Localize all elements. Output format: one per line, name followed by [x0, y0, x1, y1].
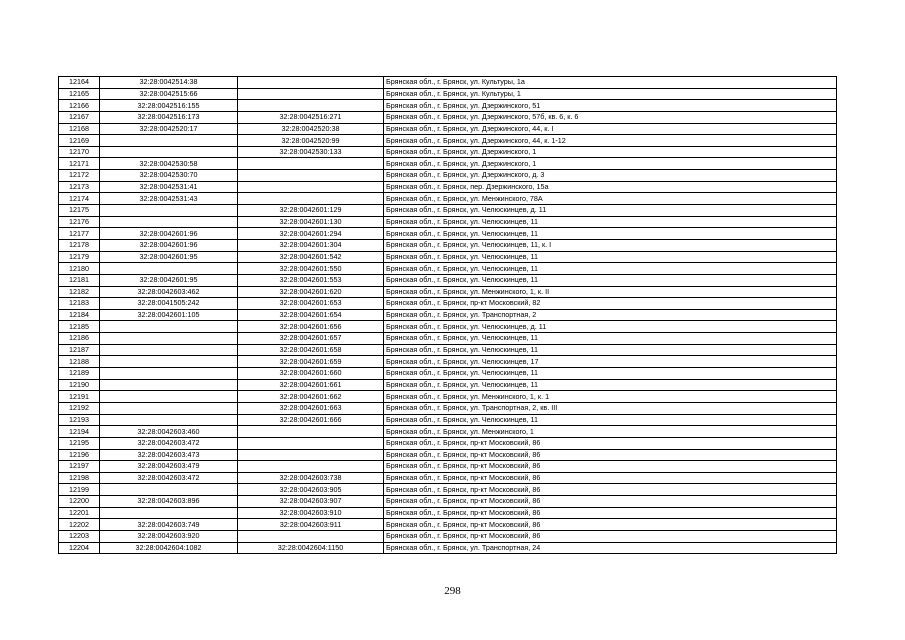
cadastral-number-cell: [100, 216, 238, 228]
cadastral-number-cell: 32:28:0041505:242: [100, 298, 238, 310]
related-cadastral-number-cell: 32:28:0042603:905: [238, 484, 384, 496]
table-row: [59, 123, 837, 135]
related-cadastral-number-cell: 32:28:0042516:271: [238, 111, 384, 123]
cadastral-number-cell: 32:28:0042530:58: [100, 158, 238, 170]
address-cell: Брянская обл., г. Брянск, ул. Культуры, 1: [384, 88, 837, 100]
cadastral-number-cell: 32:28:0042603:479: [100, 461, 238, 473]
cadastral-number-cell: 32:28:0042601:105: [100, 309, 238, 321]
address-cell: Брянская обл., г. Брянск, пер. Дзержинского, 15а: [384, 181, 837, 193]
table-row: [59, 356, 837, 368]
address-cell: Брянская обл., г. Брянск, пр-кт Московский, 86: [384, 461, 837, 473]
row-number-cell: 12204: [59, 542, 100, 554]
row-number-cell: 12183: [59, 298, 100, 310]
table-row: [59, 228, 837, 240]
cadastral-number-cell: [100, 146, 238, 158]
row-number-cell: 12201: [59, 507, 100, 519]
address-cell: Брянская обл., г. Брянск, ул. Челюскинцев, 11: [384, 216, 837, 228]
row-number-cell: 12180: [59, 263, 100, 275]
table-row: [59, 205, 837, 217]
table-row: [59, 111, 837, 123]
table-row: [59, 437, 837, 449]
cadastral-number-cell: 32:28:0042520:17: [100, 123, 238, 135]
table-row: [59, 100, 837, 112]
address-cell: Брянская обл., г. Брянск, пр-кт Московский, 86: [384, 472, 837, 484]
address-cell: Брянская обл., г. Брянск, ул. Транспортная, 2: [384, 309, 837, 321]
table-row: [59, 484, 837, 496]
related-cadastral-number-cell: [238, 449, 384, 461]
row-number-cell: 12181: [59, 274, 100, 286]
cadastral-number-cell: [100, 135, 238, 147]
related-cadastral-number-cell: 32:28:0042601:662: [238, 391, 384, 403]
cadastral-number-cell: 32:28:0042603:462: [100, 286, 238, 298]
table-row: [59, 472, 837, 484]
related-cadastral-number-cell: 32:28:0042601:654: [238, 309, 384, 321]
cadastral-number-cell: [100, 344, 238, 356]
address-cell: Брянская обл., г. Брянск, ул. Транспортная, 24: [384, 542, 837, 554]
table-row: [59, 414, 837, 426]
table-row: [59, 135, 837, 147]
table-row: [59, 158, 837, 170]
address-cell: Брянская обл., г. Брянск, ул. Челюскинцев, 11: [384, 274, 837, 286]
address-cell: Брянская обл., г. Брянск, ул. Дзержинского, 44, к. 1-12: [384, 135, 837, 147]
cadastral-number-cell: 32:28:0042515:66: [100, 88, 238, 100]
row-number-cell: 12193: [59, 414, 100, 426]
related-cadastral-number-cell: [238, 170, 384, 182]
address-cell: Брянская обл., г. Брянск, пр-кт Московский, 86: [384, 484, 837, 496]
related-cadastral-number-cell: [238, 100, 384, 112]
table-row: [59, 309, 837, 321]
table-row: [59, 449, 837, 461]
table-row: [59, 286, 837, 298]
row-number-cell: 12168: [59, 123, 100, 135]
cadastral-number-cell: [100, 205, 238, 217]
related-cadastral-number-cell: 32:28:0042601:661: [238, 379, 384, 391]
row-number-cell: 12164: [59, 77, 100, 89]
related-cadastral-number-cell: 32:28:0042601:129: [238, 205, 384, 217]
table-row: [59, 530, 837, 542]
row-number-cell: 12167: [59, 111, 100, 123]
row-number-cell: 12192: [59, 402, 100, 414]
cadastral-number-cell: 32:28:0042603:749: [100, 519, 238, 531]
address-cell: Брянская обл., г. Брянск, ул. Дзержинского, 51: [384, 100, 837, 112]
row-number-cell: 12172: [59, 170, 100, 182]
address-cell: Брянская обл., г. Брянск, пр-кт Московский, 86: [384, 530, 837, 542]
related-cadastral-number-cell: [238, 193, 384, 205]
related-cadastral-number-cell: [238, 158, 384, 170]
row-number-cell: 12178: [59, 239, 100, 251]
address-cell: Брянская обл., г. Брянск, ул. Челюскинцев, 11, к. I: [384, 239, 837, 251]
cadastral-number-cell: [100, 263, 238, 275]
table-row: [59, 239, 837, 251]
row-number-cell: 12195: [59, 437, 100, 449]
table-row: [59, 274, 837, 286]
row-number-cell: 12189: [59, 368, 100, 380]
table-body: [59, 77, 837, 554]
related-cadastral-number-cell: 32:28:0042601:656: [238, 321, 384, 333]
table-row: [59, 496, 837, 508]
related-cadastral-number-cell: 32:28:0042601:660: [238, 368, 384, 380]
table-row: [59, 426, 837, 438]
related-cadastral-number-cell: 32:28:0042601:550: [238, 263, 384, 275]
row-number-cell: 12184: [59, 309, 100, 321]
table-row: [59, 402, 837, 414]
address-cell: Брянская обл., г. Брянск, пр-кт Московский, 86: [384, 449, 837, 461]
table-row: [59, 507, 837, 519]
address-cell: Брянская обл., г. Брянск, пр-кт Московский, 86: [384, 519, 837, 531]
cadastral-number-cell: 32:28:0042603:473: [100, 449, 238, 461]
cadastral-number-cell: [100, 368, 238, 380]
related-cadastral-number-cell: [238, 437, 384, 449]
row-number-cell: 12188: [59, 356, 100, 368]
related-cadastral-number-cell: 32:28:0042601:130: [238, 216, 384, 228]
table-row: [59, 391, 837, 403]
cadastral-table: [58, 76, 837, 554]
cadastral-number-cell: 32:28:0042603:472: [100, 472, 238, 484]
related-cadastral-number-cell: 32:28:0042530:133: [238, 146, 384, 158]
cadastral-number-cell: [100, 391, 238, 403]
row-number-cell: 12174: [59, 193, 100, 205]
address-cell: Брянская обл., г. Брянск, ул. Дзержинского, 57б, кв. 6, к. 6: [384, 111, 837, 123]
table-row: [59, 344, 837, 356]
row-number-cell: 12187: [59, 344, 100, 356]
row-number-cell: 12177: [59, 228, 100, 240]
row-number-cell: 12182: [59, 286, 100, 298]
address-cell: Брянская обл., г. Брянск, ул. Челюскинцев, 11: [384, 379, 837, 391]
address-cell: Брянская обл., г. Брянск, пр-кт Московский, 82: [384, 298, 837, 310]
table-row: [59, 379, 837, 391]
cadastral-number-cell: 32:28:0042604:1082: [100, 542, 238, 554]
row-number-cell: 12190: [59, 379, 100, 391]
row-number-cell: 12200: [59, 496, 100, 508]
related-cadastral-number-cell: [238, 530, 384, 542]
table-row: [59, 333, 837, 345]
related-cadastral-number-cell: 32:28:0042603:907: [238, 496, 384, 508]
related-cadastral-number-cell: 32:28:0042601:659: [238, 356, 384, 368]
row-number-cell: 12185: [59, 321, 100, 333]
row-number-cell: 12186: [59, 333, 100, 345]
related-cadastral-number-cell: 32:28:0042601:542: [238, 251, 384, 263]
cadastral-number-cell: [100, 484, 238, 496]
row-number-cell: 12199: [59, 484, 100, 496]
cadastral-number-cell: 32:28:0042603:920: [100, 530, 238, 542]
address-cell: Брянская обл., г. Брянск, ул. Челюскинцев, 11: [384, 414, 837, 426]
cadastral-number-cell: 32:28:0042530:70: [100, 170, 238, 182]
table-row: [59, 193, 837, 205]
cadastral-number-cell: 32:28:0042601:96: [100, 239, 238, 251]
address-cell: Брянская обл., г. Брянск, пр-кт Московский, 86: [384, 507, 837, 519]
table-row: [59, 263, 837, 275]
row-number-cell: 12179: [59, 251, 100, 263]
related-cadastral-number-cell: 32:28:0042601:620: [238, 286, 384, 298]
table-row: [59, 542, 837, 554]
cadastral-number-cell: 32:28:0042603:896: [100, 496, 238, 508]
address-cell: Брянская обл., г. Брянск, ул. Челюскинцев, 17: [384, 356, 837, 368]
related-cadastral-number-cell: 32:28:0042520:99: [238, 135, 384, 147]
cadastral-number-cell: [100, 402, 238, 414]
related-cadastral-number-cell: 32:28:0042601:553: [238, 274, 384, 286]
related-cadastral-number-cell: [238, 88, 384, 100]
address-cell: Брянская обл., г. Брянск, ул. Дзержинского, д. 3: [384, 170, 837, 182]
address-cell: Брянская обл., г. Брянск, ул. Челюскинцев, 11: [384, 228, 837, 240]
cadastral-number-cell: 32:28:0042516:155: [100, 100, 238, 112]
related-cadastral-number-cell: 32:28:0042603:911: [238, 519, 384, 531]
table-row: [59, 298, 837, 310]
cadastral-number-cell: 32:28:0042601:96: [100, 228, 238, 240]
cadastral-number-cell: [100, 321, 238, 333]
cadastral-number-cell: [100, 379, 238, 391]
cadastral-number-cell: 32:28:0042603:472: [100, 437, 238, 449]
row-number-cell: 12196: [59, 449, 100, 461]
table-row: [59, 368, 837, 380]
address-cell: Брянская обл., г. Брянск, ул. Челюскинцев, 11: [384, 333, 837, 345]
row-number-cell: 12169: [59, 135, 100, 147]
row-number-cell: 12175: [59, 205, 100, 217]
related-cadastral-number-cell: [238, 77, 384, 89]
address-cell: Брянская обл., г. Брянск, ул. Дзержинского, 44, к. I: [384, 123, 837, 135]
table-row: [59, 146, 837, 158]
row-number-cell: 12191: [59, 391, 100, 403]
cadastral-number-cell: 32:28:0042601:95: [100, 274, 238, 286]
row-number-cell: 12173: [59, 181, 100, 193]
related-cadastral-number-cell: 32:28:0042601:658: [238, 344, 384, 356]
related-cadastral-number-cell: [238, 181, 384, 193]
row-number-cell: 12194: [59, 426, 100, 438]
address-cell: Брянская обл., г. Брянск, ул. Менжинского, 1, к. II: [384, 286, 837, 298]
row-number-cell: 12165: [59, 88, 100, 100]
cadastral-number-cell: [100, 414, 238, 426]
table-row: [59, 519, 837, 531]
address-cell: Брянская обл., г. Брянск, ул. Челюскинцев, 11: [384, 368, 837, 380]
table-row: [59, 77, 837, 89]
address-cell: Брянская обл., г. Брянск, ул. Менжинского, 1: [384, 426, 837, 438]
address-cell: Брянская обл., г. Брянск, ул. Дзержинского, 1: [384, 158, 837, 170]
related-cadastral-number-cell: 32:28:0042603:738: [238, 472, 384, 484]
table-row: [59, 251, 837, 263]
page-number: 298: [444, 585, 461, 597]
cadastral-number-cell: 32:28:0042531:43: [100, 193, 238, 205]
row-number-cell: 12202: [59, 519, 100, 531]
row-number-cell: 12171: [59, 158, 100, 170]
address-cell: Брянская обл., г. Брянск, ул. Челюскинцев, 11: [384, 344, 837, 356]
cadastral-number-cell: 32:28:0042514:38: [100, 77, 238, 89]
row-number-cell: 12176: [59, 216, 100, 228]
row-number-cell: 12198: [59, 472, 100, 484]
related-cadastral-number-cell: 32:28:0042601:653: [238, 298, 384, 310]
row-number-cell: 12170: [59, 146, 100, 158]
row-number-cell: 12203: [59, 530, 100, 542]
address-cell: Брянская обл., г. Брянск, ул. Челюскинцев, д. 11: [384, 321, 837, 333]
address-cell: Брянская обл., г. Брянск, ул. Челюскинцев, 11: [384, 263, 837, 275]
address-cell: Брянская обл., г. Брянск, ул. Транспортная, 2, кв. III: [384, 402, 837, 414]
related-cadastral-number-cell: 32:28:0042604:1150: [238, 542, 384, 554]
table-row: [59, 461, 837, 473]
related-cadastral-number-cell: [238, 426, 384, 438]
cadastral-number-cell: 32:28:0042601:95: [100, 251, 238, 263]
row-number-cell: 12197: [59, 461, 100, 473]
cadastral-number-cell: 32:28:0042516:173: [100, 111, 238, 123]
cadastral-number-cell: [100, 507, 238, 519]
related-cadastral-number-cell: 32:28:0042601:666: [238, 414, 384, 426]
address-cell: Брянская обл., г. Брянск, пр-кт Московский, 86: [384, 496, 837, 508]
table-row: [59, 216, 837, 228]
related-cadastral-number-cell: 32:28:0042601:657: [238, 333, 384, 345]
address-cell: Брянская обл., г. Брянск, ул. Культуры, 1а: [384, 77, 837, 89]
table-row: [59, 170, 837, 182]
address-cell: Брянская обл., г. Брянск, пр-кт Московский, 86: [384, 437, 837, 449]
related-cadastral-number-cell: 32:28:0042520:38: [238, 123, 384, 135]
cadastral-number-cell: 32:28:0042531:41: [100, 181, 238, 193]
related-cadastral-number-cell: [238, 461, 384, 473]
cadastral-number-cell: [100, 356, 238, 368]
related-cadastral-number-cell: 32:28:0042603:910: [238, 507, 384, 519]
related-cadastral-number-cell: 32:28:0042601:663: [238, 402, 384, 414]
row-number-cell: 12166: [59, 100, 100, 112]
address-cell: Брянская обл., г. Брянск, ул. Дзержинского, 1: [384, 146, 837, 158]
related-cadastral-number-cell: 32:28:0042601:294: [238, 228, 384, 240]
table-row: [59, 88, 837, 100]
address-cell: Брянская обл., г. Брянск, ул. Челюскинцев, д. 11: [384, 205, 837, 217]
address-cell: Брянская обл., г. Брянск, ул. Менжинского, 1, к. 1: [384, 391, 837, 403]
related-cadastral-number-cell: 32:28:0042601:304: [238, 239, 384, 251]
address-cell: Брянская обл., г. Брянск, ул. Челюскинцев, 11: [384, 251, 837, 263]
cadastral-number-cell: 32:28:0042603:460: [100, 426, 238, 438]
address-cell: Брянская обл., г. Брянск, ул. Менжинского, 78А: [384, 193, 837, 205]
table-row: [59, 321, 837, 333]
table-row: [59, 181, 837, 193]
cadastral-number-cell: [100, 333, 238, 345]
